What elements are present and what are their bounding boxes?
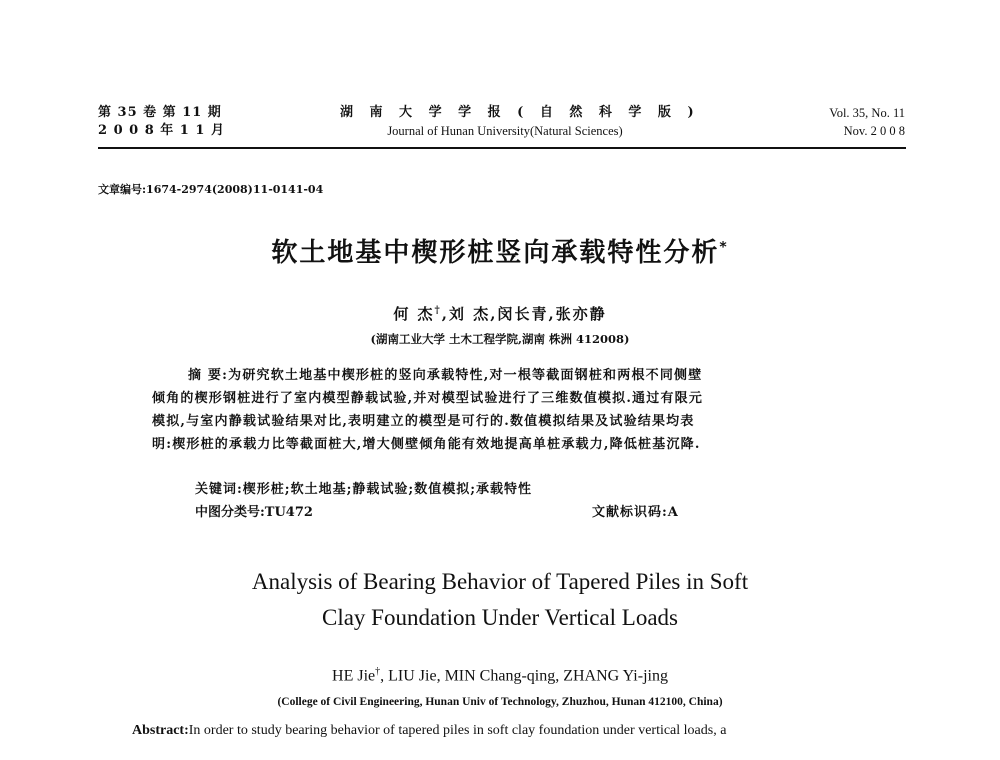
keywords-cn: 关键词:楔形桩;软土地基;静载试验;数值模拟;承载特性: [195, 482, 532, 497]
volume-info-en: [829, 104, 905, 140]
affiliation-en: (College of Civil Engineering, Hunan Univ of Technology, Zhuzhou, Hunan 412100, China): [277, 696, 723, 708]
article-number: 文章编号:1674-2974(2008)11-0141-04: [98, 183, 324, 196]
journal-name: [340, 104, 700, 140]
title-cn: [0, 232, 1000, 269]
dagger-mark-en: †: [375, 666, 381, 677]
first-author-en: HE Jie: [332, 667, 376, 685]
affiliation-cn: (湖南工业大学 土木工程学院,湖南 株洲 412008): [370, 332, 630, 346]
abstract-cn-label: 摘 要:: [188, 368, 229, 383]
abstract-cn-text-4: 明:楔形桩的承载力比等截面桩大,增大侧壁倾角能有效地提高单桩承载力,降低桩基沉降.: [152, 437, 701, 452]
authors-en: [0, 666, 1000, 685]
title-en-line-1: Analysis of Bearing Behavior of Tapered Piles in Soft: [251, 569, 749, 594]
header-rule: [98, 147, 906, 149]
title-en-line-2: Clay Foundation Under Vertical Loads: [321, 605, 678, 630]
other-authors-cn: ,刘 杰,闵长青,张亦静: [441, 305, 607, 323]
classification-number: 中图分类号:TU472: [195, 505, 313, 520]
journal-name-cn: 湖 南 大 学 学 报 ( 自 然 科 学 版 ): [340, 105, 700, 120]
abstract-en: [132, 723, 726, 739]
abstract-cn-text-2: 倾角的楔形钢桩进行了室内模型静载试验,并对模型试验进行了三维数值模拟.通过有限元: [152, 391, 704, 406]
journal-name-en: Journal of Hunan University(Natural Sciences): [387, 124, 623, 138]
abstract-en-text: In order to study bearing behavior of tapered piles in soft clay foundation under vertical loads, a: [188, 723, 727, 738]
issue-date-cn: 2 0 0 8 年 1 1 月: [98, 123, 225, 138]
abstract-cn-text-3: 模拟,与室内静载试验结果对比,表明建立的模型是可行的.数值模拟结果及试验结果均表: [152, 414, 695, 429]
title-cn-text: 软土地基中楔形桩竖向承载特性分析: [271, 238, 720, 268]
volume-issue: 第 35 卷 第 11 期: [98, 105, 222, 120]
dagger-mark-cn: †: [434, 305, 442, 316]
abstract-cn-line: [152, 364, 858, 387]
abstract-cn: [152, 364, 858, 456]
abstract-en-label: Abstract:: [132, 723, 189, 738]
title-footnote-mark: *: [719, 239, 729, 256]
authors-cn: [0, 303, 1000, 324]
abstract-cn-text-1: 为研究软土地基中楔形桩的竖向承载特性,对一根等截面钢桩和两根不同侧壁: [228, 368, 703, 383]
title-en: [0, 564, 1000, 636]
document-code: 文献标识码:A: [592, 505, 679, 520]
first-author-cn: 何 杰: [393, 305, 435, 323]
volume-number-en: Vol. 35, No. 11: [829, 106, 905, 120]
issue-date-en: Nov. 2 0 0 8: [843, 124, 905, 138]
other-authors-en: , LIU Jie, MIN Chang-qing, ZHANG Yi-jing: [380, 667, 668, 685]
issue-info: [98, 104, 225, 140]
